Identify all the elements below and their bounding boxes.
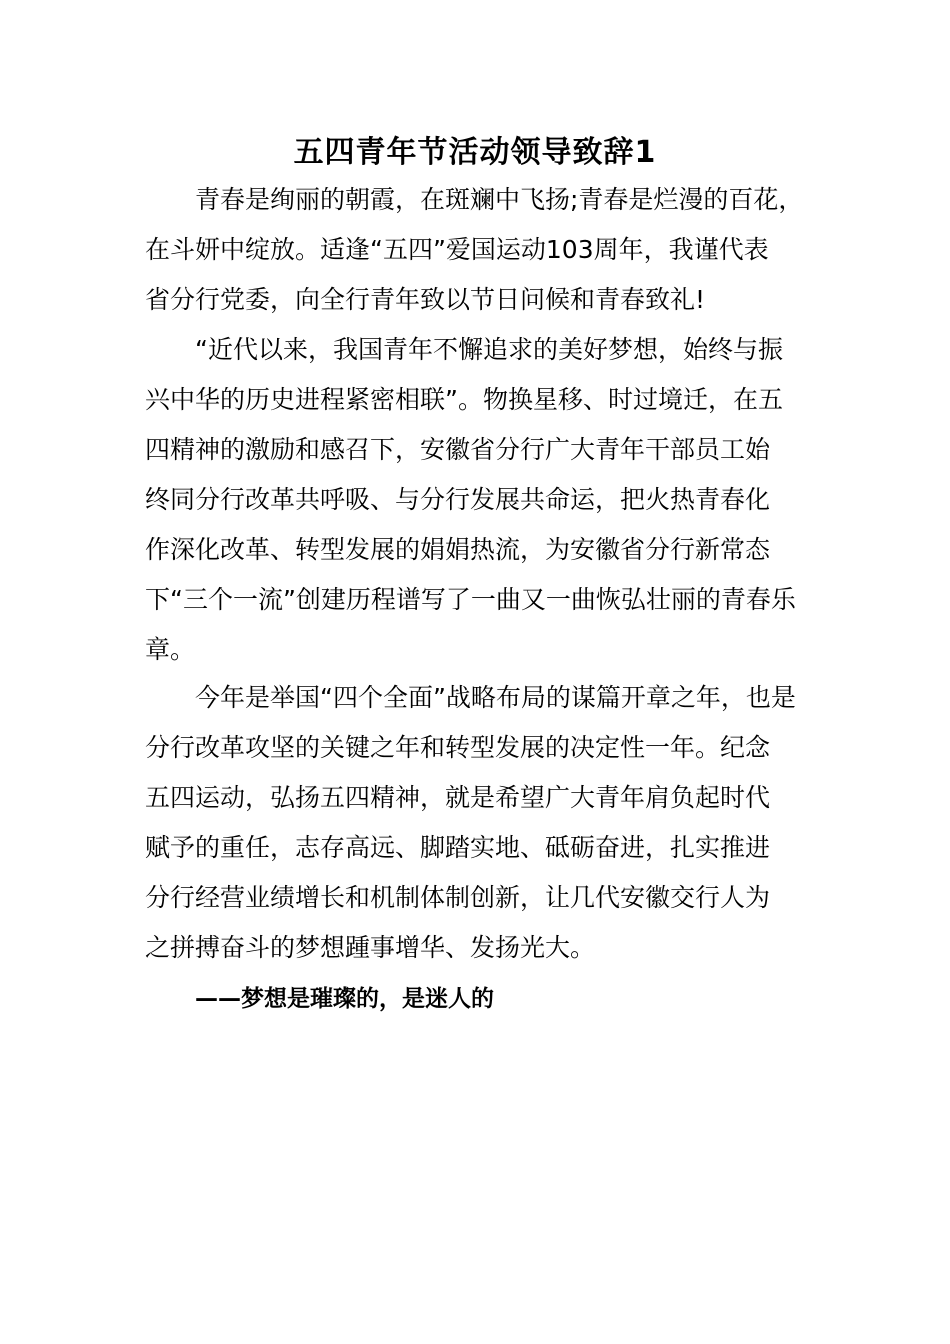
paragraph-3-line-3: 五四运动，弘扬五四精神，就是希望广大青年肩负起时代 [145,783,771,812]
paragraph-3-line-5: 分行经营业绩增长和机制体制创新，让几代安徽交行人为 [145,883,771,912]
paragraph-3-line-2: 分行改革攻坚的关键之年和转型发展的决定性一年。纪念 [145,733,771,762]
paragraph-2-line-3: 四精神的激励和感召下，安徽省分行广大青年干部员工始 [145,435,771,464]
paragraph-2-line-7: 章。 [145,635,196,664]
paragraph-2-line-4: 终同分行改革共呼吸、与分行发展共命运，把火热青春化 [145,485,771,514]
paragraph-1-line-1: 青春是绚丽的朝霞，在斑斓中飞扬;青春是烂漫的百花， [195,185,804,214]
paragraph-2-line-2: 兴中华的历史进程紧密相联”。物换星移、时过境迁，在五 [145,385,783,414]
paragraph-3-line-4: 赋予的重任，志存高远、脚踏实地、砥砺奋进，扎实推进 [145,833,771,862]
paragraph-3-line-1: 今年是举国“四个全面”战略布局的谋篇开章之年，也是 [195,683,796,712]
paragraph-1-line-3: 省分行党委，向全行青年致以节日问候和青春致礼! [145,285,706,314]
paragraph-2-line-5: 作深化改革、转型发展的娟娟热流，为安徽省分行新常态 [145,535,771,564]
paragraph-3-line-6: 之拼搏奋斗的梦想踵事增华、发扬光大。 [145,933,596,962]
section-heading: ——梦想是璀璨的，是迷人的 [195,986,494,1012]
paragraph-2-line-1: “近代以来，我国青年不懈追求的美好梦想，始终与振 [195,335,783,364]
paragraph-2-line-6: 下“三个一流”创建历程谱写了一曲又一曲恢弘壮丽的青春乐 [145,585,796,614]
document-title: 五四青年节活动领导致辞1 [293,135,657,170]
paragraph-1-line-2: 在斗妍中绽放。适逢“五四”爱国运动103周年，我谨代表 [145,235,769,264]
